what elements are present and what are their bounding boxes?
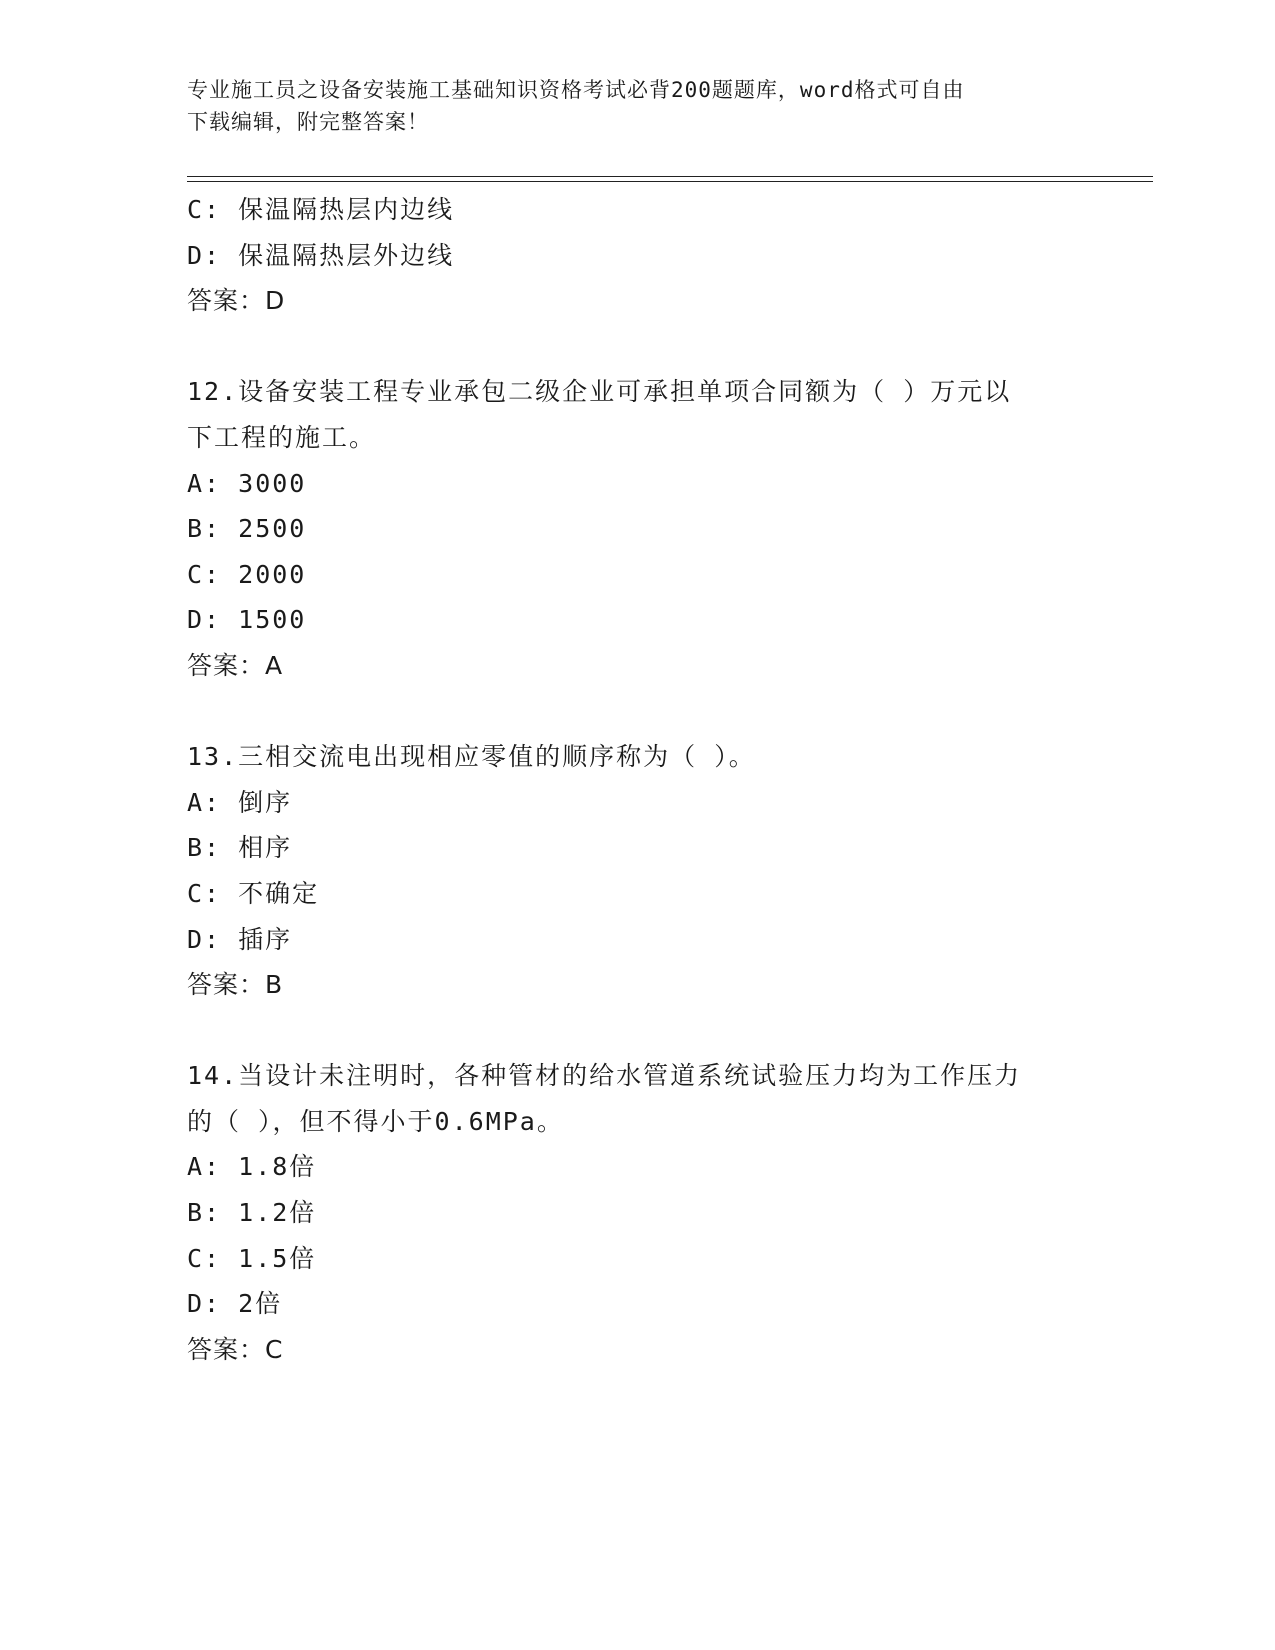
header-line-2: 下载编辑，附完整答案！	[187, 110, 429, 134]
question-12	[187, 369, 1087, 688]
question-13	[187, 734, 1087, 1008]
document-header	[187, 74, 1067, 138]
spacer	[187, 1008, 1087, 1054]
answer-line: 答案：B	[187, 970, 284, 1000]
option-c: C: 保温隔热层内边线	[187, 195, 455, 224]
answer-line: 答案：C	[187, 1334, 284, 1364]
option-a: A: 1.8倍	[187, 1152, 317, 1182]
header-divider-top	[187, 176, 1153, 177]
spacer	[187, 689, 1087, 735]
question-14	[187, 1053, 1087, 1372]
option-c: C: 不确定	[187, 878, 320, 908]
option-d: D: 1500	[187, 605, 307, 635]
spacer	[187, 324, 1087, 370]
question-stem-line: 的（ ），但不得小于0.6MPa。	[187, 1106, 564, 1136]
question-stem-line: 14.当设计未注明时，各种管材的给水管道系统试验压力均为工作压力	[187, 1061, 1022, 1091]
question-stem-line: 下工程的施工。	[187, 422, 377, 452]
option-a: A: 3000	[187, 468, 307, 498]
header-divider-bottom	[187, 181, 1153, 182]
answer-line: 答案：D	[187, 286, 286, 316]
answer-line: 答案：A	[187, 650, 284, 680]
option-b: B: 1.2倍	[187, 1198, 317, 1228]
header-line-1: 专业施工员之设备安装施工基础知识资格考试必背200题题库，word格式可自由	[187, 78, 965, 102]
question-list	[187, 187, 1087, 1372]
option-c: C: 2000	[187, 559, 307, 589]
option-d: D: 插序	[187, 924, 293, 954]
previous-question-tail	[187, 187, 1087, 324]
option-d: D: 2倍	[187, 1289, 283, 1319]
option-b: B: 相序	[187, 833, 293, 863]
option-d: D: 保温隔热层外边线	[187, 240, 455, 270]
option-a: A: 倒序	[187, 787, 293, 817]
option-b: B: 2500	[187, 514, 307, 544]
option-c: C: 1.5倍	[187, 1243, 317, 1273]
question-stem-line: 12.设备安装工程专业承包二级企业可承担单项合同额为（ ）万元以	[187, 377, 1012, 407]
question-stem-line: 13.三相交流电出现相应零值的顺序称为（ ）。	[187, 742, 756, 772]
